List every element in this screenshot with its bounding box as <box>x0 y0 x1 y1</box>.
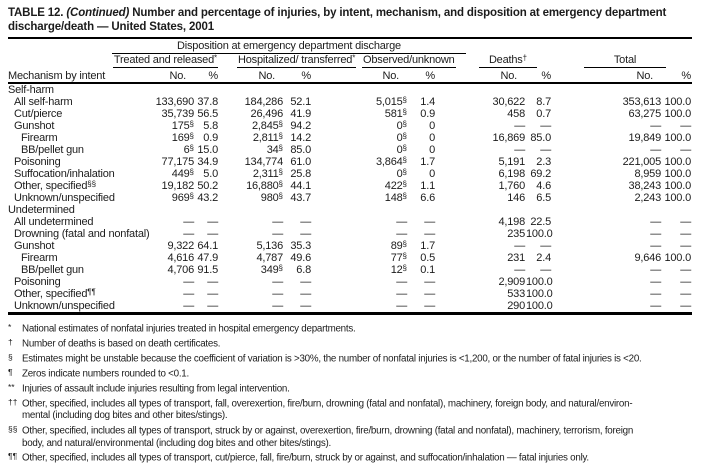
row-label: BB/pellet gun <box>21 144 84 156</box>
treated-released-pct-cell: 5.0 <box>203 168 218 180</box>
table-row <box>8 216 692 228</box>
data-table <box>8 37 692 315</box>
hospitalized-transferred-pct-cell: — <box>300 216 311 228</box>
observed-unknown-pct-cell: 6.6 <box>420 192 435 204</box>
table-row <box>8 300 692 314</box>
deaths-pct-cell: 100.0 <box>526 288 553 300</box>
row-label: Cut/pierce <box>14 108 63 120</box>
total-no-cell: 9,646 <box>634 252 661 264</box>
footnote-marker: § <box>189 119 194 129</box>
hospitalized-transferred-no-cell: 349§ <box>260 263 283 276</box>
column-subhead-row <box>8 68 692 83</box>
treated-released-no-cell: 969§ <box>171 191 194 204</box>
footnote <box>8 321 693 336</box>
footnote-symbol: ¶ <box>8 366 13 377</box>
total-pct-cell: 100.0 <box>664 132 691 144</box>
hospitalized-transferred-no-cell: 2,845§ <box>252 119 283 132</box>
total-pct-cell: 100.0 <box>664 96 691 108</box>
table-row <box>8 132 692 144</box>
observed-unknown-pct-cell: 0 <box>429 120 435 132</box>
deaths-pct-cell: — <box>540 120 551 132</box>
table-row <box>8 192 692 204</box>
row-label: Unknown/unspecified <box>14 192 115 204</box>
treated-released-no-cell: 6§ <box>183 143 194 156</box>
total-pct-cell: 100.0 <box>664 192 691 204</box>
total-pct-cell: — <box>680 276 691 288</box>
observed-unknown-no-cell: 422§ <box>384 179 407 192</box>
treated-released-no-cell: 133,690 <box>155 96 194 108</box>
treated-released-pct-cell: — <box>207 288 218 300</box>
footnote-marker: § <box>402 107 407 117</box>
column-group-hospitalized-transferred <box>219 53 356 68</box>
footnote-marker: § <box>278 167 283 177</box>
total-pct-cell: 100.0 <box>664 108 691 120</box>
observed-unknown-no-cell: 89§ <box>390 239 407 252</box>
hospitalized-transferred-pct-cell: — <box>300 288 311 300</box>
observed-unknown-pct-cell: 1.7 <box>420 240 435 252</box>
footnote-marker: § <box>402 191 407 201</box>
footnote-symbol: §§ <box>8 423 18 434</box>
deaths-pct-cell: 2.4 <box>536 252 551 264</box>
group-row-corner <box>8 54 112 68</box>
table-row <box>8 276 692 288</box>
deaths-no-cell: — <box>514 264 525 276</box>
hospitalized-transferred-pct-cell: 94.2 <box>290 120 311 132</box>
treated-released-no-cell: 175§ <box>171 119 194 132</box>
hospitalized-transferred-pct-cell: 61.0 <box>290 156 311 168</box>
deaths-pct-cell: — <box>540 264 551 276</box>
total-no-cell: — <box>650 240 661 252</box>
hospitalized-transferred-pct-cell: — <box>300 228 311 240</box>
treated-released-pct-header: % <box>208 70 218 82</box>
table-title-line1: Number and percentage of injuries, by intent, mechanism, and disposition at emergency department <box>132 7 667 19</box>
total-pct-cell: — <box>680 264 691 276</box>
footnote-marker: § <box>189 167 194 177</box>
footnote <box>8 351 693 366</box>
treated-released-no-header: No. <box>169 70 186 82</box>
observed-unknown-no-cell: 148§ <box>384 191 407 204</box>
observed-unknown-pct-cell: — <box>424 228 435 240</box>
hospitalized-transferred-no-cell: 34§ <box>266 143 283 156</box>
footnote-marker: § <box>278 131 283 141</box>
hospitalized-transferred-pct-cell: 14.2 <box>290 132 311 144</box>
deaths-no-cell: 146 <box>507 192 525 204</box>
table-row <box>8 96 692 108</box>
row-label: Poisoning <box>14 276 61 288</box>
footnote-text: Other, specified, includes all types of transport, struck by or against, overexertion, fire/burn, drowning (fatal and nonfatal), machinery, terrorism, foreign body, and natural/environmental (including dog bites and other bites/stings). <box>22 425 634 449</box>
hospitalized-transferred-no-cell: 184,286 <box>244 96 283 108</box>
observed-unknown-no-cell: — <box>396 288 407 300</box>
deaths-no-cell: 533 <box>507 288 525 300</box>
hospitalized-transferred-pct-cell: 41.9 <box>290 108 311 120</box>
total-no-cell: — <box>650 288 661 300</box>
observed-unknown-no-cell: 0§ <box>396 131 407 144</box>
total-no-cell: — <box>650 228 661 240</box>
treated-released-pct-cell: 47.9 <box>197 252 218 264</box>
total-pct-cell: — <box>680 228 691 240</box>
footnote-marker: §§ <box>87 179 97 189</box>
deaths-pct-cell: 69.2 <box>530 168 551 180</box>
deaths-pct-cell: 100.0 <box>526 300 553 312</box>
row-label: Unknown/unspecified <box>14 300 115 312</box>
footnote-marker: † <box>522 53 528 63</box>
deaths-no-cell: 290 <box>507 300 525 312</box>
column-group-row <box>8 54 692 68</box>
hospitalized-transferred-pct-cell: 25.8 <box>290 168 311 180</box>
hospitalized-transferred-no-header: No. <box>258 70 275 82</box>
table-row <box>8 180 692 192</box>
deaths-no-cell: 5,191 <box>498 156 525 168</box>
deaths-no-header: No. <box>500 70 517 82</box>
observed-unknown-no-cell: — <box>396 228 407 240</box>
deaths-pct-cell: 100.0 <box>526 228 553 240</box>
footnote-marker: § <box>402 155 407 165</box>
treated-released-pct-cell: 34.9 <box>197 156 218 168</box>
column-group-label: Total <box>584 54 666 68</box>
column-group-label: Deaths† <box>479 54 537 68</box>
footnote-marker: § <box>402 143 407 153</box>
hospitalized-transferred-pct-cell: — <box>300 300 311 312</box>
footnote-marker: § <box>402 95 407 105</box>
total-no-cell: — <box>650 216 661 228</box>
treated-released-pct-cell: 91.5 <box>197 264 218 276</box>
deaths-no-cell: 458 <box>507 108 525 120</box>
observed-unknown-no-cell: — <box>396 216 407 228</box>
table-row <box>8 120 692 132</box>
observed-unknown-pct-cell: 1.7 <box>420 156 435 168</box>
table-title-prefix: TABLE 12. <box>8 7 64 19</box>
observed-unknown-no-cell: 0§ <box>396 143 407 156</box>
row-label: Poisoning <box>14 156 61 168</box>
footnote-symbol: †† <box>8 396 18 407</box>
deaths-no-cell: 16,869 <box>492 132 525 144</box>
treated-released-no-cell: 19,182 <box>161 180 194 192</box>
deaths-no-cell: — <box>514 120 525 132</box>
treated-released-no-cell: 4,706 <box>167 264 194 276</box>
deaths-no-cell: 1,760 <box>498 180 525 192</box>
total-pct-cell: 100.0 <box>664 252 691 264</box>
observed-unknown-pct-cell: — <box>424 300 435 312</box>
row-label: Other, specified¶¶ <box>14 287 96 300</box>
hospitalized-transferred-no-cell: 134,774 <box>244 156 283 168</box>
deaths-pct-cell: 0.7 <box>536 108 551 120</box>
footnote-text: Zeros indicate numbers rounded to <0.1. <box>22 368 189 380</box>
footnote-marker: § <box>189 143 194 153</box>
treated-released-no-cell: — <box>183 276 194 288</box>
row-label: Firearm <box>21 252 58 264</box>
deaths-no-cell: 231 <box>507 252 525 264</box>
treated-released-no-cell: 77,175 <box>161 156 194 168</box>
treated-released-pct-cell: 37.8 <box>197 96 218 108</box>
treated-released-no-cell: 169§ <box>171 131 194 144</box>
hospitalized-transferred-no-cell: 26,496 <box>250 108 283 120</box>
deaths-pct-cell: — <box>540 240 551 252</box>
footnote-marker: § <box>278 179 283 189</box>
table-row <box>8 228 692 240</box>
footnote-marker: § <box>278 119 283 129</box>
observed-unknown-pct-cell: 0.5 <box>420 252 435 264</box>
total-no-header: No. <box>636 70 653 82</box>
footnote-marker: § <box>402 131 407 141</box>
table-row <box>8 264 692 276</box>
deaths-pct-cell: 4.6 <box>536 180 551 192</box>
observed-unknown-pct-cell: 0 <box>429 168 435 180</box>
footnote-text: National estimates of nonfatal injuries treated in hospital emergency departments. <box>22 323 356 335</box>
observed-unknown-pct-cell: 1.4 <box>420 96 435 108</box>
footnote-marker: * <box>352 53 356 63</box>
total-pct-cell: — <box>680 216 691 228</box>
observed-unknown-pct-cell: 1.1 <box>420 180 435 192</box>
treated-released-pct-cell: 64.1 <box>197 240 218 252</box>
observed-unknown-pct-cell: 0.9 <box>420 108 435 120</box>
treated-released-pct-cell: 0.9 <box>203 132 218 144</box>
table-body <box>8 83 692 314</box>
total-pct-header: % <box>681 70 691 82</box>
total-no-cell: 8,959 <box>634 168 661 180</box>
footnote-symbol: ¶¶ <box>8 451 18 462</box>
treated-released-pct-cell: 43.2 <box>197 192 218 204</box>
disposition-span-label: Disposition at emergency department discharge <box>112 40 466 54</box>
observed-unknown-no-header: No. <box>382 70 399 82</box>
footnote-marker: § <box>402 239 407 249</box>
total-no-cell: 19,849 <box>628 132 661 144</box>
treated-released-pct-cell: — <box>207 300 218 312</box>
footnote-marker: § <box>402 263 407 273</box>
header-corner <box>8 38 112 54</box>
treated-released-pct-cell: 50.2 <box>197 180 218 192</box>
hospitalized-transferred-pct-cell: 43.7 <box>290 192 311 204</box>
treated-released-no-cell: — <box>183 228 194 240</box>
treated-released-no-cell: 35,739 <box>161 108 194 120</box>
section-row <box>8 204 692 216</box>
table-row <box>8 168 692 180</box>
hospitalized-transferred-pct-cell: 6.8 <box>296 264 311 276</box>
hospitalized-transferred-no-cell: 5,136 <box>256 240 283 252</box>
total-pct-cell: — <box>680 120 691 132</box>
total-no-cell: 221,005 <box>622 156 661 168</box>
row-label: All self-harm <box>14 96 73 108</box>
row-label: Other, specified§§ <box>14 179 97 192</box>
row-label: Drowning (fatal and nonfatal) <box>14 228 150 240</box>
total-pct-cell: — <box>680 288 691 300</box>
total-no-cell: — <box>650 276 661 288</box>
observed-unknown-no-cell: — <box>396 300 407 312</box>
footnote-text: Number of deaths is based on death certificates. <box>22 338 221 350</box>
total-no-cell: — <box>650 144 661 156</box>
observed-unknown-pct-cell: 0.1 <box>420 264 435 276</box>
total-pct-cell: — <box>680 144 691 156</box>
table-title-continued: (Continued) <box>66 7 130 19</box>
section-label: Self-harm <box>8 84 54 96</box>
row-label: Suffocation/inhalation <box>14 168 115 180</box>
deaths-pct-cell: 22.5 <box>530 216 551 228</box>
table-row <box>8 288 692 300</box>
treated-released-pct-cell: 5.8 <box>203 120 218 132</box>
total-pct-cell: 100.0 <box>664 180 691 192</box>
observed-unknown-pct-cell: 0 <box>429 132 435 144</box>
table-title <box>8 6 693 34</box>
footnote-marker: * <box>214 53 218 63</box>
deaths-pct-cell: 100.0 <box>526 276 553 288</box>
deaths-no-cell: — <box>514 240 525 252</box>
treated-released-pct-cell: — <box>207 216 218 228</box>
hospitalized-transferred-no-cell: 980§ <box>260 191 283 204</box>
header-span-row <box>8 38 692 54</box>
treated-released-no-cell: — <box>183 288 194 300</box>
observed-unknown-no-cell: 3,864§ <box>376 155 407 168</box>
hospitalized-transferred-pct-header: % <box>301 70 311 82</box>
hospitalized-transferred-pct-cell: 44.1 <box>290 180 311 192</box>
row-label: All undetermined <box>14 216 94 228</box>
hospitalized-transferred-no-cell: — <box>272 276 283 288</box>
footnote-marker: § <box>278 263 283 273</box>
mechanism-by-intent-header: Mechanism by intent <box>8 70 106 82</box>
total-no-cell: — <box>650 120 661 132</box>
deaths-pct-cell: — <box>540 144 551 156</box>
treated-released-no-cell: 9,322 <box>167 240 194 252</box>
observed-unknown-pct-cell: — <box>424 276 435 288</box>
observed-unknown-no-cell: 12§ <box>390 263 407 276</box>
hospitalized-transferred-no-cell: — <box>272 216 283 228</box>
observed-unknown-no-cell: 0§ <box>396 167 407 180</box>
hospitalized-transferred-pct-cell: 52.1 <box>290 96 311 108</box>
deaths-no-cell: 2,909 <box>498 276 525 288</box>
deaths-pct-cell: 6.5 <box>536 192 551 204</box>
observed-unknown-pct-header: % <box>425 70 435 82</box>
table-row <box>8 240 692 252</box>
footnote-marker: § <box>189 131 194 141</box>
footnote-marker: § <box>402 179 407 189</box>
total-no-cell: — <box>650 300 661 312</box>
row-label: BB/pellet gun <box>21 264 84 276</box>
table-row <box>8 252 692 264</box>
footnote-marker: § <box>402 119 407 129</box>
footnote-symbol: § <box>8 351 13 362</box>
total-pct-cell: 100.0 <box>664 156 691 168</box>
treated-released-no-cell: 4,616 <box>167 252 194 264</box>
hospitalized-transferred-no-cell: — <box>272 300 283 312</box>
footnote-marker: § <box>402 251 407 261</box>
footnote-marker: § <box>278 143 283 153</box>
deaths-pct-header: % <box>541 70 551 82</box>
table-row <box>8 108 692 120</box>
row-label: Gunshot <box>14 240 55 252</box>
footnote <box>8 336 693 351</box>
hospitalized-transferred-pct-cell: 49.6 <box>290 252 311 264</box>
footnote-symbol: ** <box>8 381 15 392</box>
total-no-cell: 353,613 <box>622 96 661 108</box>
hospitalized-transferred-pct-cell: 35.3 <box>290 240 311 252</box>
section-row <box>8 83 692 96</box>
table-row <box>8 144 692 156</box>
deaths-pct-cell: 8.7 <box>536 96 551 108</box>
table-title-line2: discharge/death — United States, 2001 <box>8 21 214 33</box>
footnote <box>8 366 693 381</box>
table-row <box>8 156 692 168</box>
observed-unknown-no-cell: 77§ <box>390 251 407 264</box>
footnote <box>8 381 693 396</box>
footnote-marker: § <box>278 191 283 201</box>
treated-released-no-cell: — <box>183 300 194 312</box>
section-label: Undetermined <box>8 204 75 216</box>
observed-unknown-pct-cell: — <box>424 216 435 228</box>
hospitalized-transferred-no-cell: 2,811§ <box>252 131 283 144</box>
total-pct-cell: — <box>680 300 691 312</box>
footnote-symbol: † <box>8 336 13 347</box>
footnote-marker: § <box>402 167 407 177</box>
footnotes <box>8 321 693 465</box>
deaths-pct-cell: 85.0 <box>530 132 551 144</box>
footnote-marker: § <box>189 191 194 201</box>
observed-unknown-pct-cell: — <box>424 288 435 300</box>
deaths-no-cell: 4,198 <box>498 216 525 228</box>
column-group-total <box>552 54 692 68</box>
treated-released-pct-cell: 56.5 <box>197 108 218 120</box>
header-span-filler <box>436 38 692 54</box>
column-group-label: Hospitalized/ transferred* <box>238 53 356 66</box>
observed-unknown-no-cell: 581§ <box>384 107 407 120</box>
footnote-marker: ¶¶ <box>87 287 96 297</box>
footnote-text: Other, specified, includes all types of transport, fall, overexertion, fire/burn, drowning (fatal and nonfatal), machinery, foreign body, and natural/environ- mental (including dog bites and other bites/stings). <box>22 398 633 422</box>
row-label: Gunshot <box>14 120 55 132</box>
deaths-pct-cell: 2.3 <box>536 156 551 168</box>
observed-unknown-no-cell: 0§ <box>396 119 407 132</box>
treated-released-pct-cell: — <box>207 276 218 288</box>
footnote <box>8 450 693 465</box>
footnote-text: Other, specified, includes all types of transport, cut/pierce, fall, fire/burn, struck by or against, and suffocation/inhalation — fatal injuries only. <box>22 452 589 464</box>
column-group-treated-released <box>112 54 219 68</box>
hospitalized-transferred-no-cell: — <box>272 288 283 300</box>
deaths-no-cell: 235 <box>507 228 525 240</box>
deaths-no-cell: 6,198 <box>498 168 525 180</box>
column-group-label: Observed/unknown <box>363 54 455 66</box>
treated-released-pct-cell: — <box>207 228 218 240</box>
footnote <box>8 423 693 450</box>
deaths-no-cell: — <box>514 144 525 156</box>
observed-unknown-pct-cell: 0 <box>429 144 435 156</box>
footnote <box>8 396 693 423</box>
observed-unknown-no-cell: — <box>396 276 407 288</box>
hospitalized-transferred-no-cell: 4,787 <box>256 252 283 264</box>
hospitalized-transferred-no-cell: 16,880§ <box>246 179 283 192</box>
total-no-cell: 38,243 <box>628 180 661 192</box>
total-pct-cell: — <box>680 240 691 252</box>
treated-released-pct-cell: 15.0 <box>197 144 218 156</box>
column-group-label: Treated and released* <box>113 53 218 66</box>
deaths-no-cell: 30,622 <box>492 96 525 108</box>
hospitalized-transferred-no-cell: 2,311§ <box>252 167 283 180</box>
row-label: Firearm <box>21 132 58 144</box>
footnote-text: Injuries of assault include injuries resulting from legal intervention. <box>22 383 290 395</box>
total-pct-cell: 100.0 <box>664 168 691 180</box>
disposition-span-header <box>112 38 436 54</box>
hospitalized-transferred-pct-cell: 85.0 <box>290 144 311 156</box>
hospitalized-transferred-no-cell: — <box>272 228 283 240</box>
footnote-text: Estimates might be unstable because the coefficient of variation is >30%, the number of nonfatal injuries is <1,200, or the number of fatal injuries is <20. <box>22 353 642 365</box>
hospitalized-transferred-pct-cell: — <box>300 276 311 288</box>
treated-released-no-cell: — <box>183 216 194 228</box>
observed-unknown-no-cell: 5,015§ <box>376 95 407 108</box>
total-no-cell: — <box>650 264 661 276</box>
total-no-cell: 63,275 <box>628 108 661 120</box>
total-no-cell: 2,243 <box>634 192 661 204</box>
footnote-symbol: * <box>8 322 12 332</box>
treated-released-no-cell: 449§ <box>171 167 194 180</box>
